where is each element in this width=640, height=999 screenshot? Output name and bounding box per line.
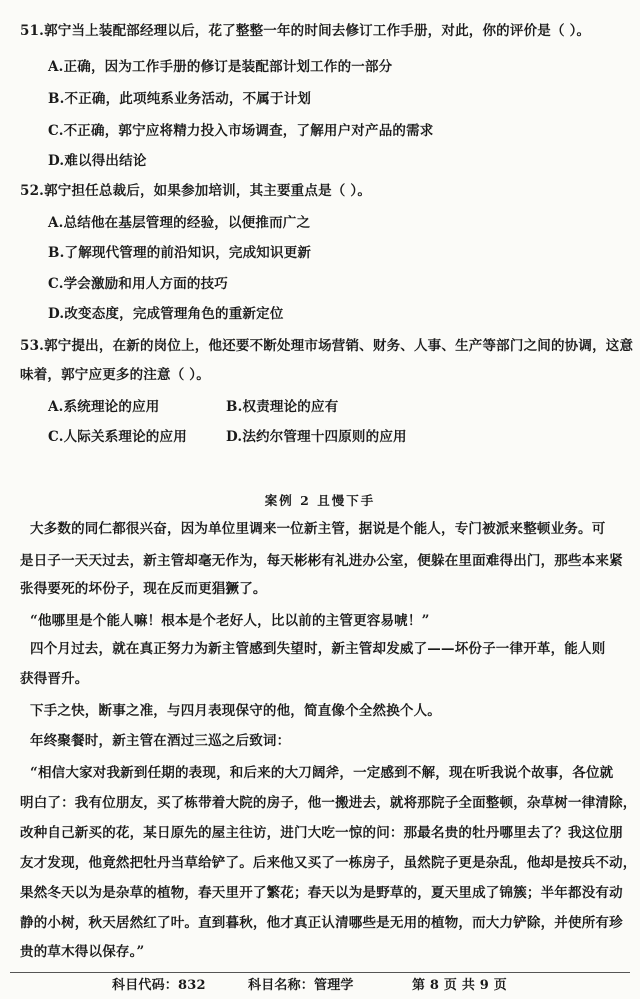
question-51-option-d: D.难以得出结论 <box>48 153 147 169</box>
question-53-option-c: C.人际关系理论的应用 <box>48 429 187 445</box>
case-line-12: 友才发现，他竟然把牡丹当草给铲了。后来他又买了一栋房子，虽然院子更是杂乱，他却是按兵不动， <box>20 855 637 871</box>
question-51-option-c: C.不正确，郭宁应将精力投入市场调查，了解用户对产品的需求 <box>48 123 434 139</box>
footer-subject-name: 科目名称：管理学 <box>248 978 354 993</box>
case-line-1: 大多数的同仁都很兴奋，因为单位里调来一位新主管，据说是个能人，专门被派来整顿业务。可 <box>30 521 606 537</box>
case-line-13: 果然冬天以为是杂草的植物，春天里开了繁花；春天以为是野草的，夏天里成了锦簇；半年都没有动 <box>20 885 623 901</box>
case-line-11: 改种自己新买的花，某日原先的屋主往访，进门大吃一惊的问：那最名贵的牡丹哪里去了？我这位朋 <box>20 825 623 841</box>
question-53-option-d: D.法约尔管理十四原则的应用 <box>226 429 407 445</box>
question-52-text: 52.郭宁担任总裁后，如果参加培训，其主要重点是（ ）。 <box>20 183 372 199</box>
case-line-4: “他哪里是个能人嘛！根本是个老好人，比以前的主管更容易唬！” <box>30 613 430 629</box>
case-line-6: 获得晋升。 <box>20 671 89 687</box>
case-line-5: 四个月过去，就在真正努力为新主管感到失望时，新主管却发威了——坏份子一律开革，能人则 <box>30 641 606 657</box>
question-51-text: 51.郭宁当上装配部经理以后，花了整整一年的时间去修订工作手册，对此，你的评价是（ ）。 <box>20 23 591 39</box>
case-line-2: 是日子一天天过去，新主管却毫无作为，每天彬彬有礼进办公室，便躲在里面难得出门，那些本来紧 <box>20 553 623 569</box>
case-line-7: 下手之快，断事之准，与四月表现保守的他，简直像个全然换个人。 <box>30 703 441 719</box>
case-line-9: “相信大家对我新到任期的表现，和后来的大刀阔斧，一定感到不解，现在听我说个故事，各位就 <box>30 765 614 781</box>
footer-page-number: 第 8 页 共 9 页 <box>412 978 507 993</box>
question-52-option-b: B.了解现代管理的前沿知识，完成知识更新 <box>48 245 312 261</box>
question-52-option-c: C.学会激励和用人方面的技巧 <box>48 276 229 292</box>
question-51-option-b: B.不正确，此项纯系业务活动，不属于计划 <box>48 91 312 107</box>
question-53-option-b: B.权责理论的应有 <box>226 399 339 415</box>
question-53-text-line-1: 53.郭宁提出，在新的岗位上，他还要不断处理市场营销、财务、人事、生产等部门之间的协调，这意 <box>20 338 634 354</box>
case-line-14: 静的小树，秋天居然红了叶。直到暮秋，他才真正认清哪些是无用的植物，而大力铲除，并使所有珍 <box>20 915 623 931</box>
case-line-10: 明白了：我有位朋友，买了栋带着大院的房子，他一搬进去，就将那院子全面整顿，杂草树一律清除， <box>20 795 637 811</box>
case-line-3: 张得要死的坏份子，现在反而更猖獗了。 <box>20 581 267 597</box>
footer-divider <box>10 972 630 973</box>
question-51-option-a: A.正确，因为工作手册的修订是装配部计划工作的一部分 <box>48 59 393 75</box>
question-52-option-a: A.总结他在基层管理的经验，以便推而广之 <box>48 215 311 231</box>
case-line-15: 贵的草木得以保存。” <box>20 944 145 960</box>
footer-subject-code: 科目代码：832 <box>112 978 206 993</box>
question-52-option-d: D.改变态度，完成管理角色的重新定位 <box>48 306 284 322</box>
case-line-8: 年终聚餐时，新主管在酒过三巡之后致词： <box>30 733 291 749</box>
question-53-option-a: A.系统理论的应用 <box>48 399 160 415</box>
case-title: 案例 2 且慢下手 <box>264 493 376 508</box>
question-53-text-line-2: 味着，郭宁应更多的注意（ ）。 <box>20 367 210 383</box>
